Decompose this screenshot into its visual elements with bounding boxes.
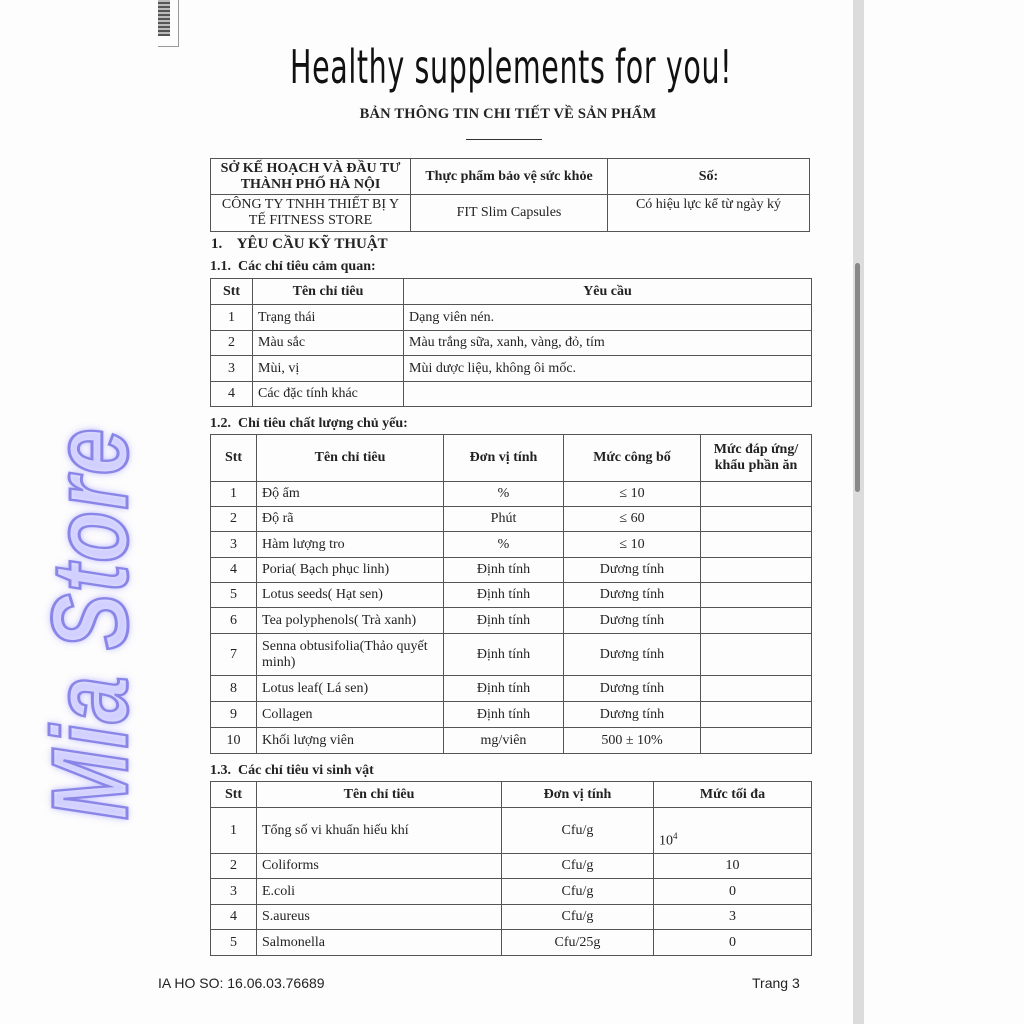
- table-cell: 7: [211, 634, 257, 676]
- table-cell: Định tính: [444, 634, 564, 676]
- table-cell: 500 ± 10%: [564, 728, 701, 754]
- table-cell: Poria( Bạch phục linh): [257, 558, 444, 583]
- sensory-table: [210, 278, 812, 407]
- footer-record-number: IA HO SO: 16.06.03.76689: [158, 975, 325, 991]
- table-row: [211, 507, 812, 532]
- table-row: [211, 728, 812, 754]
- table-cell: Collagen: [257, 702, 444, 728]
- column-header: Stt: [211, 782, 257, 808]
- table-row: [211, 532, 812, 558]
- column-header: Mức tối đa: [654, 782, 812, 808]
- table-row: [211, 331, 812, 356]
- table-row: [211, 634, 812, 676]
- microbiology-table: [210, 781, 812, 956]
- header-table: [210, 158, 810, 232]
- table-cell: %: [444, 482, 564, 507]
- table-cell: [701, 482, 812, 507]
- table-cell: 5: [211, 583, 257, 608]
- title-underline: [466, 139, 542, 140]
- cell-value: 10: [659, 834, 673, 849]
- column-header: Yêu cầu: [404, 279, 812, 305]
- table-cell: [701, 558, 812, 583]
- table-cell: [701, 608, 812, 634]
- authority-cell: SỞ KẾ HOẠCH VÀ ĐẦU TƯ THÀNH PHỐ HÀ NỘI: [211, 159, 411, 195]
- table-cell: 10: [654, 854, 812, 879]
- product-cell: FIT Slim Capsules: [411, 195, 608, 232]
- category-cell: Thực phẩm bảo vệ sức khỏe: [411, 159, 608, 195]
- table-cell: Cfu/g: [502, 905, 654, 930]
- technical-requirements: [210, 236, 811, 956]
- table-row: [211, 905, 812, 930]
- table-cell: Độ rã: [257, 507, 444, 532]
- table-cell: Coliforms: [257, 854, 502, 879]
- table-row: [211, 305, 812, 331]
- table-cell: [654, 808, 812, 854]
- column-header: Mức đáp ứng/ khẩu phần ăn: [701, 435, 812, 482]
- table-cell: ≤ 10: [564, 532, 701, 558]
- table-row: [211, 676, 812, 702]
- table-cell: 10: [211, 728, 257, 754]
- table-cell: Tổng số vi khuẩn hiếu khí: [257, 808, 502, 854]
- table-cell: Dương tính: [564, 634, 701, 676]
- number-label-cell: Số:: [608, 159, 810, 195]
- table-cell: [404, 382, 812, 407]
- table-row: [211, 808, 812, 854]
- table-cell: Các đặc tính khác: [253, 382, 404, 407]
- table-cell: Màu trắng sữa, xanh, vàng, đỏ, tím: [404, 331, 812, 356]
- column-header: Đơn vị tính: [444, 435, 564, 482]
- table-cell: Trạng thái: [253, 305, 404, 331]
- table-cell: Dương tính: [564, 583, 701, 608]
- table-cell: Dương tính: [564, 558, 701, 583]
- table-cell: 3: [211, 879, 257, 905]
- company-cell: CÔNG TY TNHH THIẾT BỊ Y TẾ FITNESS STORE: [211, 195, 411, 232]
- table-cell: Cfu/g: [502, 854, 654, 879]
- table-cell: [701, 532, 812, 558]
- slogan-overlay: Healthy supplements for you!: [290, 40, 733, 94]
- table-cell: 4: [211, 905, 257, 930]
- table-cell: 0: [654, 879, 812, 905]
- table-row: [211, 879, 812, 905]
- table-cell: Định tính: [444, 676, 564, 702]
- table-cell: [701, 507, 812, 532]
- column-header: Mức công bố: [564, 435, 701, 482]
- table-cell: 1: [211, 482, 257, 507]
- table-cell: 1: [211, 808, 257, 854]
- table-cell: 0: [654, 930, 812, 956]
- qr-code-frame: [158, 0, 179, 47]
- table-cell: Senna obtusifolia(Thảo quyết minh): [257, 634, 444, 676]
- column-header: Tên chỉ tiêu: [257, 782, 502, 808]
- table-cell: 5: [211, 930, 257, 956]
- column-header: Stt: [211, 435, 257, 482]
- table-cell: ≤ 60: [564, 507, 701, 532]
- table-cell: 3: [211, 532, 257, 558]
- table-cell: 9: [211, 702, 257, 728]
- table-cell: [701, 702, 812, 728]
- table-cell: 2: [211, 331, 253, 356]
- table-cell: [701, 583, 812, 608]
- table-cell: Định tính: [444, 608, 564, 634]
- section-1-heading: 1. YÊU CẦU KỸ THUẬT: [211, 236, 388, 252]
- table-cell: Định tính: [444, 583, 564, 608]
- table-cell: 8: [211, 676, 257, 702]
- table-cell: Độ ẩm: [257, 482, 444, 507]
- scrollbar-track[interactable]: [853, 0, 864, 1024]
- table-cell: 2: [211, 507, 257, 532]
- section-1-3-heading: 1.3. Các chỉ tiêu vi sinh vật: [210, 763, 374, 778]
- table-row: [211, 608, 812, 634]
- table-cell: 3: [211, 356, 253, 382]
- column-header: Đơn vị tính: [502, 782, 654, 808]
- validity-cell: Có hiệu lực kể từ ngày ký: [608, 195, 810, 232]
- table-cell: 6: [211, 608, 257, 634]
- column-header: Stt: [211, 279, 253, 305]
- cell-exponent: 4: [673, 831, 678, 842]
- table-cell: Salmonella: [257, 930, 502, 956]
- table-cell: 3: [654, 905, 812, 930]
- table-cell: Cfu/25g: [502, 930, 654, 956]
- column-header: Tên chỉ tiêu: [253, 279, 404, 305]
- section-1-1-heading: 1.1. Các chỉ tiêu cảm quan:: [210, 259, 376, 274]
- table-cell: mg/viên: [444, 728, 564, 754]
- table-cell: [701, 634, 812, 676]
- table-cell: Lotus seeds( Hạt sen): [257, 583, 444, 608]
- quality-table: [210, 434, 812, 754]
- scrollbar-thumb[interactable]: [855, 263, 860, 492]
- table-cell: 1: [211, 305, 253, 331]
- table-row: [211, 482, 812, 507]
- table-cell: E.coli: [257, 879, 502, 905]
- table-row: [211, 854, 812, 879]
- table-cell: [701, 728, 812, 754]
- table-cell: Khối lượng viên: [257, 728, 444, 754]
- table-cell: Cfu/g: [502, 808, 654, 854]
- table-cell: Định tính: [444, 558, 564, 583]
- table-cell: Màu sắc: [253, 331, 404, 356]
- table-cell: 4: [211, 558, 257, 583]
- table-cell: Cfu/g: [502, 879, 654, 905]
- table-cell: Phút: [444, 507, 564, 532]
- table-cell: Tea polyphenols( Trà xanh): [257, 608, 444, 634]
- table-row: [211, 558, 812, 583]
- table-row: [211, 702, 812, 728]
- table-cell: Dương tính: [564, 608, 701, 634]
- table-cell: 4: [211, 382, 253, 407]
- table-cell: Dương tính: [564, 676, 701, 702]
- table-cell: %: [444, 532, 564, 558]
- table-row: [211, 356, 812, 382]
- table-row: [211, 382, 812, 407]
- table-cell: 2: [211, 854, 257, 879]
- watermark-logo: Mia Store: [29, 426, 150, 820]
- column-header: Tên chỉ tiêu: [257, 435, 444, 482]
- footer-page-number: Trang 3: [752, 975, 800, 991]
- section-1-2-heading: 1.2. Chỉ tiêu chất lượng chủ yếu:: [210, 416, 408, 431]
- table-cell: Mùi dược liệu, không ôi mốc.: [404, 356, 812, 382]
- table-cell: Định tính: [444, 702, 564, 728]
- table-cell: Hàm lượng tro: [257, 532, 444, 558]
- table-cell: Dương tính: [564, 702, 701, 728]
- table-cell: Mùi, vị: [253, 356, 404, 382]
- table-cell: Lotus leaf( Lá sen): [257, 676, 444, 702]
- table-row: [211, 583, 812, 608]
- table-cell: S.aureus: [257, 905, 502, 930]
- table-cell: Dạng viên nén.: [404, 305, 812, 331]
- table-cell: [701, 676, 812, 702]
- document-title: BẢN THÔNG TIN CHI TIẾT VỀ SẢN PHẨM: [359, 106, 657, 122]
- table-row: [211, 930, 812, 956]
- table-cell: ≤ 10: [564, 482, 701, 507]
